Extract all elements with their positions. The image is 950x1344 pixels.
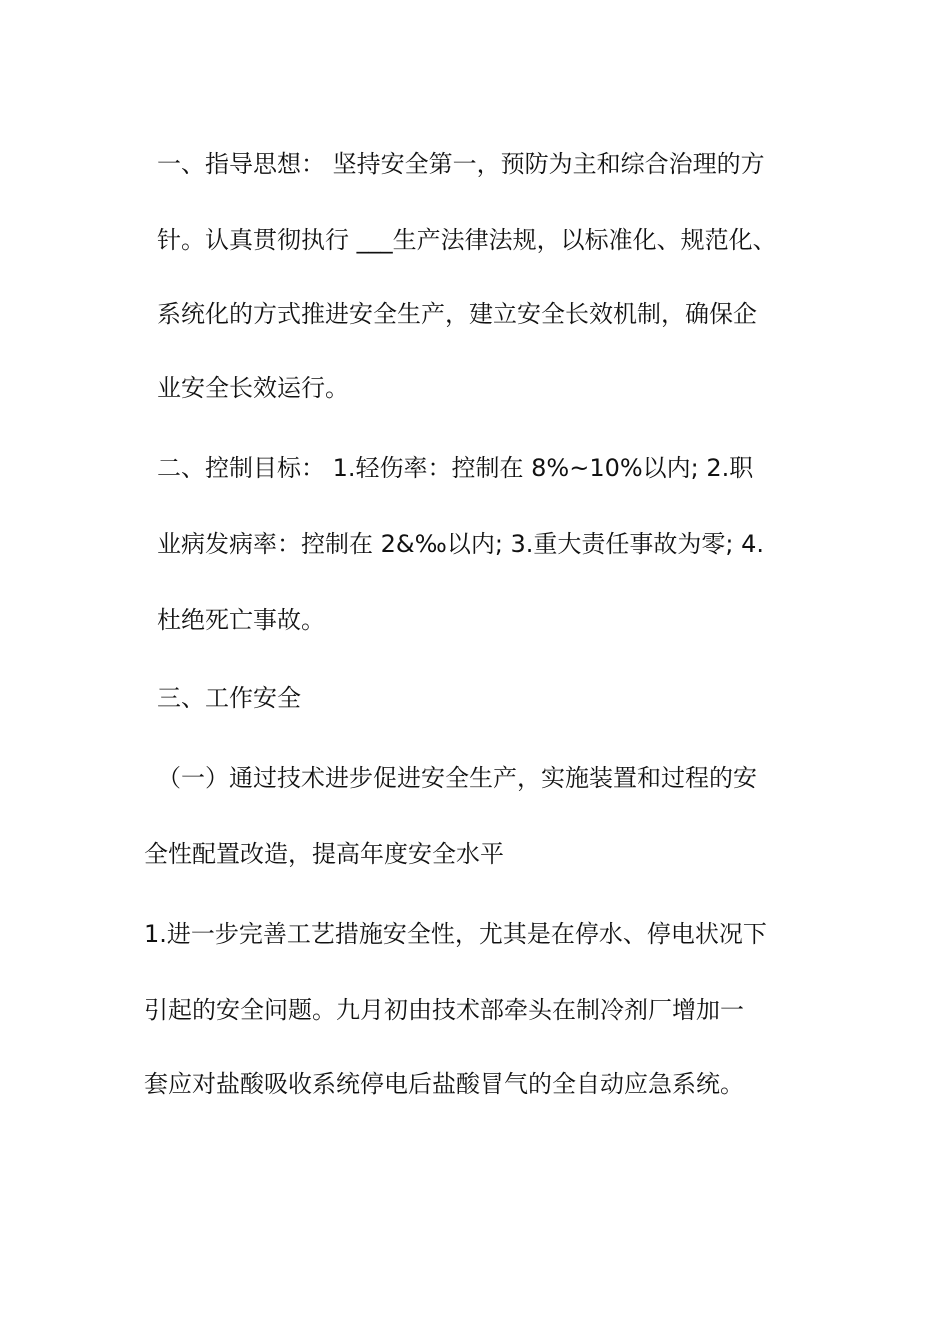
section-2-control-targets-line-2: 业病发病率：控制在 2&‰以内; 3.重大责任事故为零; 4. <box>157 530 765 558</box>
section-1-guiding-ideology-line-3: 系统化的方式推进安全生产，建立安全长效机制，确保企 <box>157 300 757 328</box>
item-1-line-1: 1.进一步完善工艺措施安全性，尤其是在停水、停电状况下 <box>144 920 767 948</box>
section-2-control-targets-line-1: 二、控制目标： 1.轻伤率：控制在 8%~10%以内; 2.职 <box>157 454 754 482</box>
item-1-line-3: 套应对盐酸吸收系统停电后盐酸冒气的全自动应急系统。 <box>144 1070 744 1098</box>
item-1-line-2: 引起的安全问题。九月初由技术部牵头在制冷剂厂增加一 <box>144 996 744 1024</box>
section-1-guiding-ideology-line-1: 一、指导思想： 坚持安全第一，预防为主和综合治理的方 <box>157 150 765 178</box>
subsection-1-line-1: （一）通过技术进步促进安全生产，实施装置和过程的安 <box>157 764 757 792</box>
subsection-1-line-2: 全性配置改造，提高年度安全水平 <box>144 840 504 868</box>
section-1-guiding-ideology-line-4: 业安全长效运行。 <box>157 374 349 402</box>
section-1-guiding-ideology-line-2: 针。认真贯彻执行 ___生产法律法规，以标准化、规范化、 <box>157 226 777 254</box>
section-3-heading: 三、工作安全 <box>157 684 301 712</box>
section-2-control-targets-line-3: 杜绝死亡事故。 <box>157 606 325 634</box>
